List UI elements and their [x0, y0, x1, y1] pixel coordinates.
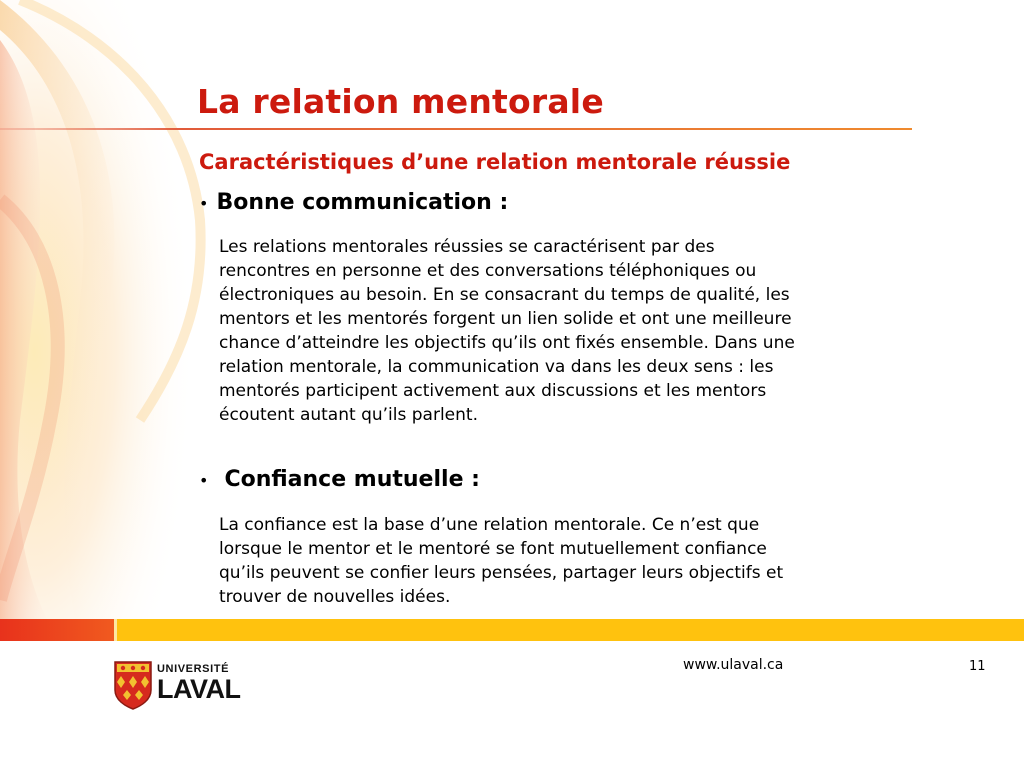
- bullet-heading-communication: [199, 190, 508, 215]
- paragraph-line: relation mentorale, la communication va dans les deux sens : les: [219, 357, 774, 377]
- paragraph-line: lorsque le mentor et le mentoré se font mutuellement confiance: [219, 539, 767, 559]
- title-divider: [0, 128, 912, 130]
- paragraph-line: mentorés participent activement aux discussions et les mentors: [219, 381, 767, 401]
- footer-band-red: [0, 619, 114, 641]
- paragraph-line: mentors et les mentorés forgent un lien solide et ont une meilleure: [219, 309, 792, 329]
- paragraph-line: rencontres en personne et des conversations téléphoniques ou: [219, 261, 757, 281]
- section-heading: Confiance mutuelle :: [224, 467, 480, 492]
- university-shield-icon: [113, 660, 153, 710]
- paragraph-line: chance d’atteindre les objectifs qu’ils ont fixés ensemble. Dans une: [219, 333, 795, 353]
- bullet-heading-confiance: [199, 467, 480, 492]
- paragraph-line: qu’ils peuvent se confier leurs pensées, partager leurs objectifs et: [219, 563, 784, 583]
- logo-text-universite: UNIVERSITÉ: [157, 663, 230, 675]
- paragraph-line: Les relations mentorales réussies se caractérisent par des: [219, 237, 715, 257]
- bullet-icon: •: [199, 471, 209, 490]
- bullet-icon: •: [199, 194, 209, 213]
- paragraph-line: écoutent autant qu’ils parlent.: [219, 405, 478, 425]
- footer-color-band: [0, 619, 1024, 641]
- footer-url: www.ulaval.ca: [683, 657, 784, 673]
- decorative-glow-background: [0, 0, 230, 640]
- section-heading: Bonne communication :: [216, 190, 509, 215]
- slide-subtitle: Caractéristiques d’une relation mentorale réussie: [199, 150, 791, 174]
- page-number: 11: [969, 659, 986, 674]
- university-logo: [113, 660, 240, 710]
- paragraph-communication: [219, 235, 909, 427]
- footer-band-yellow: [117, 619, 1024, 641]
- logo-text-laval: LAVAL: [157, 674, 241, 704]
- paragraph-line: trouver de nouvelles idées.: [219, 587, 451, 607]
- paragraph-confiance: [219, 513, 909, 609]
- paragraph-line: électroniques au besoin. En se consacrant du temps de qualité, les: [219, 285, 790, 305]
- slide-title: La relation mentorale: [197, 82, 604, 121]
- paragraph-line: La confiance est la base d’une relation mentorale. Ce n’est que: [219, 515, 760, 535]
